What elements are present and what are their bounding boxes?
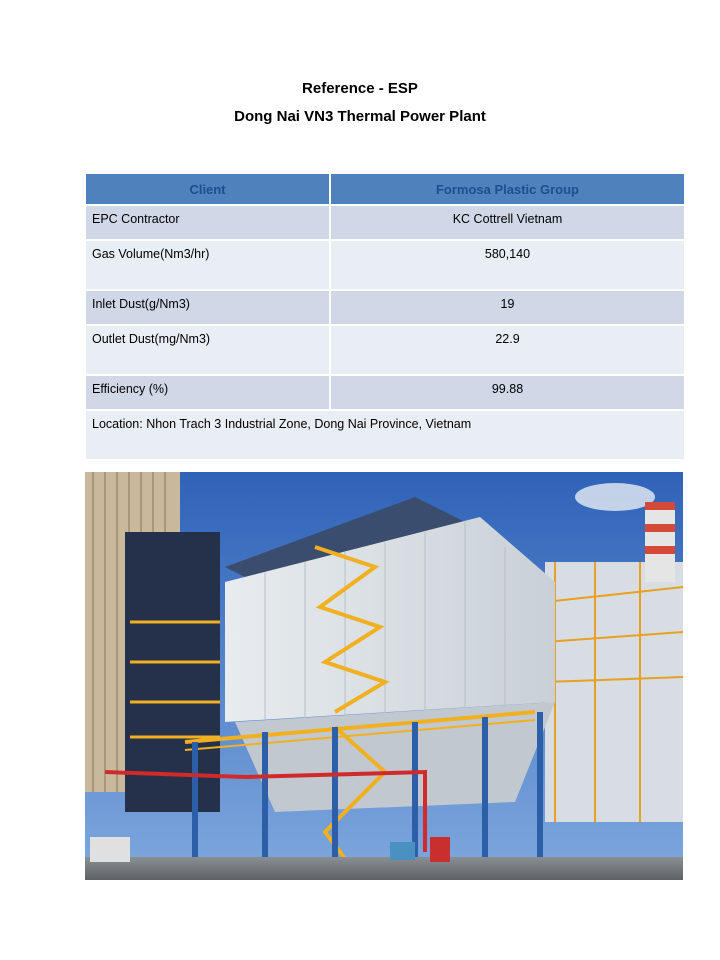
row-label: EPC Contractor [85,205,330,240]
row-value: 580,140 [330,240,685,290]
table-row [85,290,685,325]
row-label: Outlet Dust(mg/Nm3) [85,325,330,375]
header-label: Client [85,173,330,205]
row-value: 22.9 [330,325,685,375]
page-title: Reference - ESP [302,80,418,97]
table-row [85,375,685,410]
table-row [85,325,685,375]
page-subtitle: Dong Nai VN3 Thermal Power Plant [234,108,486,125]
reference-table [84,172,686,461]
location-text: Location: Nhon Trach 3 Industrial Zone, Dong Nai Province, Vietnam [85,410,685,460]
row-label: Efficiency (%) [85,375,330,410]
table-header-row [85,173,685,205]
table-row [85,240,685,290]
plant-photo [85,472,683,880]
location-row [85,410,685,460]
header-value: Formosa Plastic Group [330,173,685,205]
table-row [85,205,685,240]
row-value: 99.88 [330,375,685,410]
row-value: KC Cottrell Vietnam [330,205,685,240]
row-value: 19 [330,290,685,325]
row-label: Gas Volume(Nm3/hr) [85,240,330,290]
row-label: Inlet Dust(g/Nm3) [85,290,330,325]
